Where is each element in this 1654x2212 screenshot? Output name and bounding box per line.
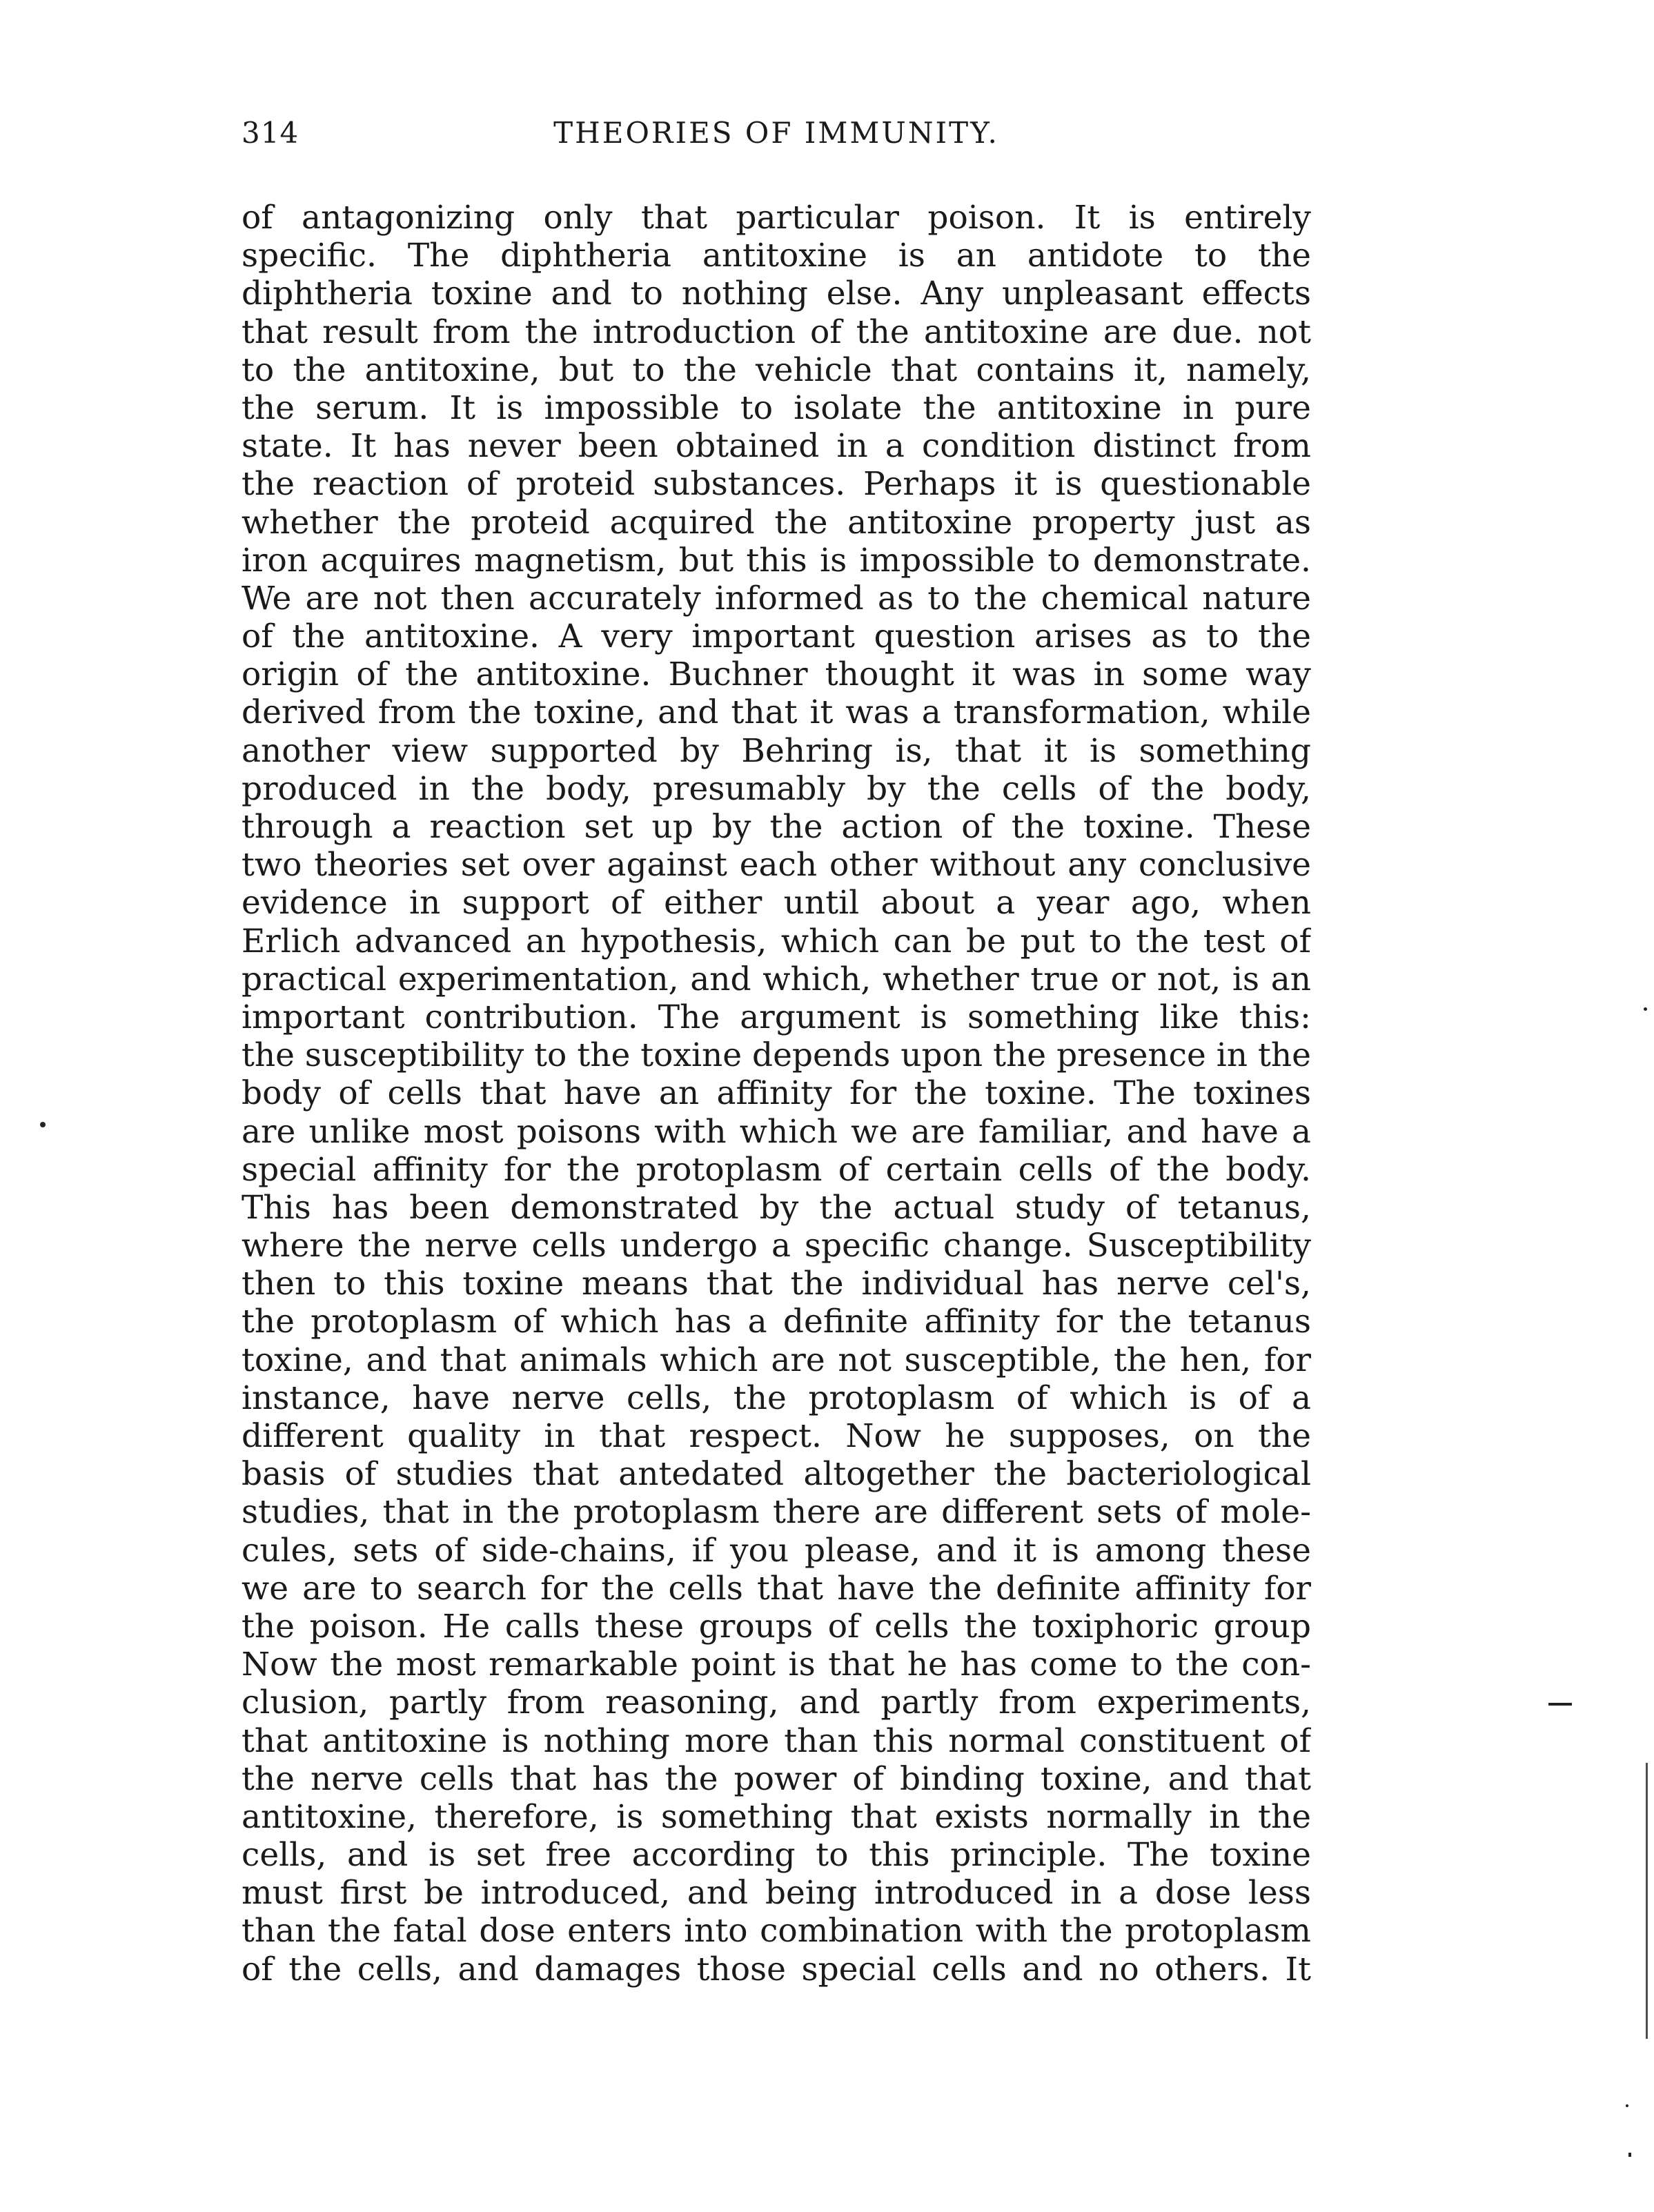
text-line: where the nerve cells undergo a specific change. Susceptibility (242, 1227, 1311, 1265)
body-text (242, 199, 1311, 1988)
text-line: toxine, and that animals which are not susceptible, the hen, for (242, 1341, 1311, 1379)
text-line: to the antitoxine, but to the vehicle that contains it, namely, (242, 350, 1311, 389)
text-line: evidence in support of either until about a year ago, when (242, 884, 1311, 922)
text-line: are unlike most poisons with which we are familiar, and have a (242, 1112, 1311, 1151)
text-line: special affinity for the protoplasm of certain cells of the body. (242, 1150, 1311, 1189)
text-line: different quality in that respect. Now he supposes, on the (242, 1417, 1311, 1455)
text-line: practical experimentation, and which, whether true or not, is an (242, 960, 1311, 998)
text-line: Now the most remarkable point is that he has come to the con- (242, 1646, 1311, 1684)
text-line: another view supported by Behring is, that it is something (242, 731, 1311, 770)
text-line: specific. The diphtheria antitoxine is an antidote to the (242, 237, 1311, 275)
text-line: of antagonizing only that particular poison. It is entirely (242, 199, 1311, 237)
text-line: Erlich advanced an hypothesis, which can be put to the test of (242, 922, 1311, 960)
margin-dash (1548, 1703, 1572, 1706)
text-line: the serum. It is impossible to isolate the antitoxine in pure (242, 388, 1311, 427)
text-line: that antitoxine is nothing more than this normal constituent of (242, 1721, 1311, 1760)
running-head (242, 116, 1311, 157)
text-line: the nerve cells that has the power of binding toxine, and that (242, 1759, 1311, 1798)
text-line: body of cells that have an affinity for the toxine. The toxines (242, 1074, 1311, 1113)
text-line: through a reaction set up by the action of the toxine. These (242, 808, 1311, 846)
margin-speck (1626, 2104, 1628, 2107)
text-line: then to this toxine means that the individual has nerve cel's, (242, 1265, 1311, 1303)
text-line: the susceptibility to the toxine depends upon the presence in the (242, 1036, 1311, 1075)
text-line: derived from the toxine, and that it was a transformation, while (242, 693, 1311, 732)
text-line: state. It has never been obtained in a condition distinct from (242, 427, 1311, 466)
text-line: must first be introduced, and being introduced in a dose less (242, 1874, 1311, 1913)
text-line: important contribution. The argument is something like this: (242, 998, 1311, 1036)
text-line: of the antitoxine. A very important question arises as to the (242, 618, 1311, 656)
text-line: the reaction of proteid substances. Perhaps it is questionable (242, 465, 1311, 504)
margin-speck (40, 1122, 46, 1127)
text-line: of the cells, and damages those special cells and no others. It (242, 1950, 1311, 1988)
text-line: the protoplasm of which has a definite affinity for the tetanus (242, 1303, 1311, 1341)
text-line: basis of studies that antedated altogether the bacteriological (242, 1455, 1311, 1494)
page-number: 314 (242, 116, 299, 150)
text-line: origin of the antitoxine. Buchner thought it was in some way (242, 655, 1311, 694)
text-line: the poison. He calls these groups of cells the toxiphoric group (242, 1607, 1311, 1646)
text-line: antitoxine, therefore, is something that exists normally in the (242, 1797, 1311, 1836)
margin-speck (1628, 2153, 1631, 2157)
text-line: clusion, partly from reasoning, and partly from experiments, (242, 1683, 1311, 1722)
margin-binding-line (1646, 1763, 1648, 2039)
running-title: THEORIES OF IMMUNITY. (553, 116, 999, 150)
text-line: than the fatal dose enters into combination with the protoplasm (242, 1912, 1311, 1951)
text-line: diphtheria toxine and to nothing else. Any unpleasant effects (242, 275, 1311, 313)
text-line: whether the proteid acquired the antitoxine property just as (242, 503, 1311, 542)
text-line: produced in the body, presumably by the cells of the body, (242, 769, 1311, 808)
text-line: cells, and is set free according to this principle. The toxine (242, 1836, 1311, 1875)
margin-speck (1644, 1007, 1647, 1011)
text-line: iron acquires magnetism, but this is impossible to demonstrate. (242, 541, 1311, 580)
text-line: We are not then accurately informed as to the chemical nature (242, 579, 1311, 618)
text-line: two theories set over against each other without any conclusive (242, 846, 1311, 885)
text-line: instance, have nerve cells, the protoplasm of which is of a (242, 1379, 1311, 1417)
text-line: we are to search for the cells that have the definite affinity for (242, 1569, 1311, 1608)
text-line: This has been demonstrated by the actual study of tetanus, (242, 1188, 1311, 1227)
text-line: studies, that in the protoplasm there are different sets of mole- (242, 1493, 1311, 1532)
text-line: cules, sets of side-chains, if you please, and it is among these (242, 1531, 1311, 1570)
text-line: that result from the introduction of the antitoxine are due. not (242, 313, 1311, 351)
